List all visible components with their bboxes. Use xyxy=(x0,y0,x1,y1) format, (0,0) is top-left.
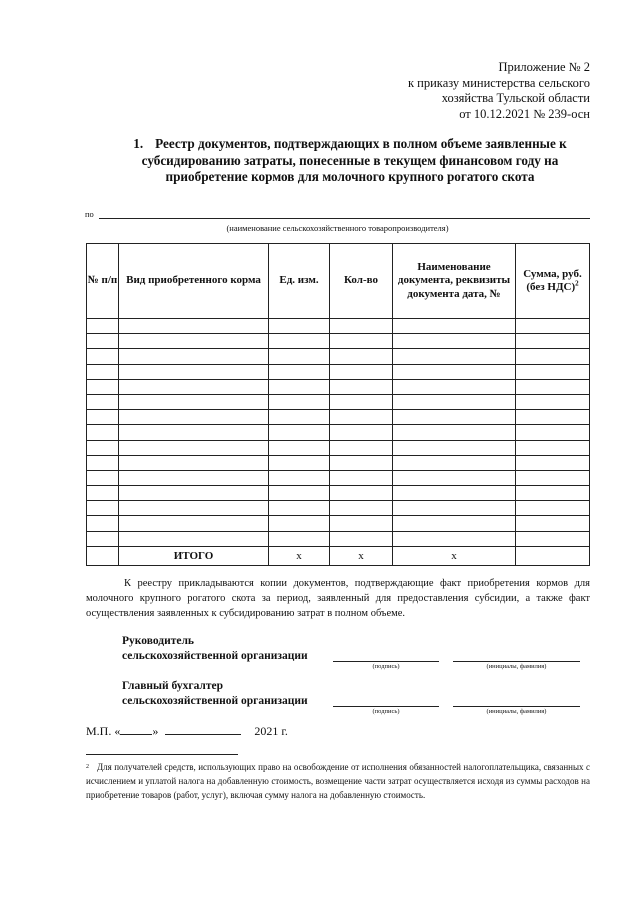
table-cell-qty[interactable] xyxy=(330,440,393,455)
table-cell-sum[interactable] xyxy=(516,394,590,409)
table-cell-doc[interactable] xyxy=(393,501,516,516)
title-text: Реестр документов, подтверждающих в полном объеме заявленные к субсидированию затраты, понесенные в текущем финансовом году на приобретение кормов для молочного крупного рогатого скота xyxy=(141,136,567,184)
head-signature-block xyxy=(122,634,308,664)
table-cell-sum[interactable] xyxy=(516,319,590,334)
table-cell-qty[interactable] xyxy=(330,486,393,501)
table-cell-qty[interactable] xyxy=(330,334,393,349)
stamp-label: М.П. « xyxy=(86,724,121,738)
table-cell-feed[interactable] xyxy=(119,425,269,440)
table-cell-doc[interactable] xyxy=(393,410,516,425)
table-cell-num[interactable] xyxy=(87,486,119,501)
table-cell-sum[interactable] xyxy=(516,364,590,379)
total-row xyxy=(87,546,590,565)
table-cell-sum[interactable] xyxy=(516,501,590,516)
head-signature-caption: (подпись) xyxy=(372,663,400,670)
document-title xyxy=(110,136,590,186)
producer-input-line xyxy=(99,218,590,219)
table-cell-unit[interactable] xyxy=(269,470,330,485)
stamp-close-quote: » xyxy=(152,724,159,738)
table-cell-feed[interactable] xyxy=(119,470,269,485)
stamp-year: 2021 г. xyxy=(254,724,288,738)
table-cell-doc[interactable] xyxy=(393,379,516,394)
stamp-date-line xyxy=(86,723,288,739)
head-signature-line[interactable] xyxy=(333,661,439,662)
table-cell-sum[interactable] xyxy=(516,349,590,364)
head-name-caption: (инициалы, фамилия) xyxy=(486,663,547,670)
table-cell-doc[interactable] xyxy=(393,425,516,440)
accountant-name-line[interactable] xyxy=(453,706,580,707)
table-row xyxy=(87,486,590,501)
table-row xyxy=(87,455,590,470)
table-row xyxy=(87,470,590,485)
table-cell-num[interactable] xyxy=(87,501,119,516)
accountant-org: сельскохозяйственной организации xyxy=(122,695,308,707)
table-cell-num[interactable] xyxy=(87,470,119,485)
table-cell-sum[interactable] xyxy=(516,334,590,349)
table-cell-sum[interactable] xyxy=(516,440,590,455)
table-cell-feed[interactable] xyxy=(119,319,269,334)
table-cell-feed[interactable] xyxy=(119,379,269,394)
table-cell-feed[interactable] xyxy=(119,349,269,364)
table-cell-num[interactable] xyxy=(87,516,119,531)
table-cell-sum[interactable] xyxy=(516,516,590,531)
table-cell-feed[interactable] xyxy=(119,516,269,531)
table-cell-doc[interactable] xyxy=(393,319,516,334)
table-cell-doc[interactable] xyxy=(393,455,516,470)
producer-field xyxy=(85,209,590,223)
table-cell-qty[interactable] xyxy=(330,516,393,531)
accountant-signature-caption: (подпись) xyxy=(372,708,400,715)
accountant-title: Главный бухгалтер xyxy=(122,680,224,692)
table-cell-qty[interactable] xyxy=(330,379,393,394)
total-qty-cell: х xyxy=(330,546,393,565)
table-row xyxy=(87,531,590,546)
table-cell-unit[interactable] xyxy=(269,516,330,531)
footnote xyxy=(86,760,590,802)
table-cell-num[interactable] xyxy=(87,334,119,349)
table-cell-doc[interactable] xyxy=(393,349,516,364)
table-cell-unit[interactable] xyxy=(269,410,330,425)
table-cell-unit[interactable] xyxy=(269,486,330,501)
total-doc-cell: х xyxy=(393,546,516,565)
appendix-line-3: хозяйства Тульской области xyxy=(441,91,590,105)
table-row xyxy=(87,425,590,440)
table-cell-qty[interactable] xyxy=(330,394,393,409)
table-cell-feed[interactable] xyxy=(119,394,269,409)
table-cell-unit[interactable] xyxy=(269,379,330,394)
month-blank[interactable] xyxy=(165,723,241,735)
day-blank[interactable] xyxy=(120,723,152,735)
table-cell-doc[interactable] xyxy=(393,516,516,531)
table-cell-num[interactable] xyxy=(87,425,119,440)
table-cell-num[interactable] xyxy=(87,394,119,409)
col-header-unit: Ед. изм. xyxy=(269,244,330,319)
col-header-document: Наименование документа, реквизиты документа дата, № xyxy=(393,244,516,319)
table-cell-sum[interactable] xyxy=(516,486,590,501)
accountant-signature-line[interactable] xyxy=(333,706,439,707)
table-cell-num[interactable] xyxy=(87,455,119,470)
footnote-separator xyxy=(86,754,238,755)
table-cell-sum[interactable] xyxy=(516,455,590,470)
table-cell-qty[interactable] xyxy=(330,501,393,516)
table-cell-sum[interactable] xyxy=(516,425,590,440)
table-cell-feed[interactable] xyxy=(119,364,269,379)
table-cell-doc[interactable] xyxy=(393,364,516,379)
table-cell-unit[interactable] xyxy=(269,440,330,455)
table-cell-unit[interactable] xyxy=(269,349,330,364)
appendix-header xyxy=(330,60,590,122)
table-cell-feed[interactable] xyxy=(119,334,269,349)
table-cell-num[interactable] xyxy=(87,410,119,425)
head-name-line[interactable] xyxy=(453,661,580,662)
table-cell-unit[interactable] xyxy=(269,425,330,440)
table-cell-feed[interactable] xyxy=(119,501,269,516)
footnote-text: Для получателей средств, использующих право на освобождение от исполнения обязанностей налогоплательщика, связанных с исчислением и уплатой налога на добавленную стоимость, возмещение части затрат осуществляется исходя из суммы расходов на приобретение товаров (работ, услуг), включая сумму налога на добавленную стоимость. xyxy=(86,762,590,800)
col-header-feed-type: Вид приобретенного корма xyxy=(119,244,269,319)
col-header-number: № п/п xyxy=(87,244,119,319)
total-empty-num-cell xyxy=(87,546,119,565)
table-cell-sum[interactable] xyxy=(516,410,590,425)
table-cell-qty[interactable] xyxy=(330,319,393,334)
table-row xyxy=(87,379,590,394)
table-cell-doc[interactable] xyxy=(393,470,516,485)
table-cell-doc[interactable] xyxy=(393,334,516,349)
total-label: ИТОГО xyxy=(119,546,269,565)
total-sum-cell[interactable] xyxy=(516,546,590,565)
table-row xyxy=(87,349,590,364)
table-cell-qty[interactable] xyxy=(330,410,393,425)
table-header-row xyxy=(87,244,590,319)
table-row xyxy=(87,516,590,531)
table-cell-qty[interactable] xyxy=(330,531,393,546)
table-cell-sum[interactable] xyxy=(516,470,590,485)
head-title: Руководитель xyxy=(122,635,194,647)
register-table xyxy=(86,243,590,566)
table-cell-num[interactable] xyxy=(87,379,119,394)
head-org: сельскохозяйственной организации xyxy=(122,650,308,662)
table-cell-unit[interactable] xyxy=(269,364,330,379)
table-cell-qty[interactable] xyxy=(330,425,393,440)
table-cell-unit[interactable] xyxy=(269,319,330,334)
appendix-line-4: от 10.12.2021 № 239-осн xyxy=(459,106,590,121)
table-row xyxy=(87,364,590,379)
table-cell-doc[interactable] xyxy=(393,394,516,409)
table-cell-unit[interactable] xyxy=(269,334,330,349)
producer-caption: (наименование сельскохозяйственного товаропроизводителя) xyxy=(226,223,449,233)
table-cell-num[interactable] xyxy=(87,319,119,334)
table-cell-doc[interactable] xyxy=(393,440,516,455)
table-cell-num[interactable] xyxy=(87,440,119,455)
table-cell-qty[interactable] xyxy=(330,349,393,364)
footnote-ref: 2 xyxy=(575,279,579,288)
table-row xyxy=(87,440,590,455)
table-cell-doc[interactable] xyxy=(393,486,516,501)
table-cell-unit[interactable] xyxy=(269,455,330,470)
table-cell-feed[interactable] xyxy=(119,410,269,425)
total-unit-cell: х xyxy=(269,546,330,565)
title-number: 1. xyxy=(133,136,144,151)
table-row xyxy=(87,394,590,409)
table-cell-feed[interactable] xyxy=(119,440,269,455)
col-header-sum xyxy=(516,244,590,319)
table-cell-sum[interactable] xyxy=(516,379,590,394)
table-cell-qty[interactable] xyxy=(330,364,393,379)
table-row xyxy=(87,319,590,334)
table-row xyxy=(87,410,590,425)
attachment-note: К реестру прикладываются копии документов, подтверждающие факт приобретения кормов для молочного крупного рогатого скота за период, заявленный для предоставления субсидии, а также факт осуществления заявленных к субсидированию затрат в полном объеме. xyxy=(86,578,590,619)
table-cell-num[interactable] xyxy=(87,364,119,379)
col-header-sum-label: Сумма, руб. (без НДС) xyxy=(523,267,582,293)
appendix-line-2: к приказу министерства сельского xyxy=(407,75,590,90)
footnote-mark: 2 xyxy=(86,764,89,770)
table-cell-unit[interactable] xyxy=(269,394,330,409)
accountant-signature-block xyxy=(122,679,308,709)
appendix-line-1: Приложение № 2 xyxy=(498,60,590,74)
producer-prefix: по xyxy=(85,209,94,219)
table-cell-num[interactable] xyxy=(87,349,119,364)
accountant-name-caption: (инициалы, фамилия) xyxy=(486,708,547,715)
table-cell-feed[interactable] xyxy=(119,486,269,501)
table-cell-sum[interactable] xyxy=(516,531,590,546)
table-cell-feed[interactable] xyxy=(119,455,269,470)
table-cell-unit[interactable] xyxy=(269,531,330,546)
table-cell-num[interactable] xyxy=(87,531,119,546)
table-row xyxy=(87,501,590,516)
table-cell-qty[interactable] xyxy=(330,470,393,485)
table-cell-unit[interactable] xyxy=(269,501,330,516)
table-cell-feed[interactable] xyxy=(119,531,269,546)
table-cell-qty[interactable] xyxy=(330,455,393,470)
table-cell-doc[interactable] xyxy=(393,531,516,546)
col-header-quantity: Кол-во xyxy=(330,244,393,319)
table-row xyxy=(87,334,590,349)
